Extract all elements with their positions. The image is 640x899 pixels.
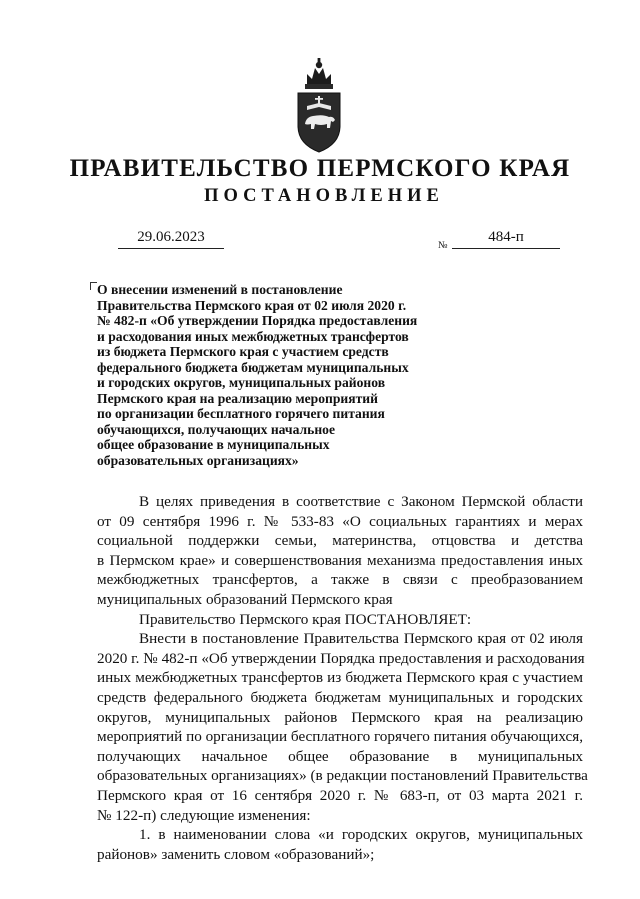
body-line: получающих начальное общее образование в муниципальных — [97, 747, 583, 765]
body-line: в Пермском крае» и совершенствования механизма предоставления иных — [97, 551, 583, 569]
subject-line: и городских округов, муниципальных районов — [97, 375, 386, 390]
subject-line: № 482-п «Об утверждении Порядка предоставления — [97, 313, 418, 328]
body-line: Пермского края от 16 сентября 2020 г. № 683-п, от 03 марта 2021 г. — [97, 786, 583, 804]
subject-line: О внесении изменений в постановление — [97, 282, 343, 297]
body-line: 1. в наименовании слова «и городских округов, муниципальных — [139, 826, 583, 844]
body-line: № 122-п) следующие изменения: — [97, 806, 311, 824]
document-number: 484-п — [452, 229, 560, 249]
body-line: 2020 г. № 482-п «Об утверждении Порядка предоставления и расходования — [97, 649, 585, 667]
document-type: ПОСТАНОВЛЕНИЕ — [204, 186, 444, 206]
body-line: В целях приведения в соответствие с Законом Пермской области — [139, 493, 583, 510]
document-date: 29.06.2023 — [118, 229, 224, 249]
body-line: муниципальных образований Пермского края — [97, 590, 393, 608]
body-line: иных межбюджетных трансфертов из бюджета Пермского края с участием — [97, 669, 583, 687]
paragraph-amendments — [97, 629, 588, 825]
coat-of-arms-icon — [293, 58, 345, 154]
body-line: районов» заменить словом «образований»; — [97, 845, 375, 863]
subject-corner-mark — [90, 282, 97, 290]
subject-line: федерального бюджета бюджетам муниципальных — [97, 359, 409, 375]
body-line: межбюджетных трансфертов, а также в связи с преобразованием — [97, 571, 583, 589]
paragraph-item-1 — [97, 825, 583, 864]
body-line: Внести в постановление Правительства Пермского края от 02 июля — [139, 630, 583, 648]
body-line: от 09 сентября 1996 г. № 533-83 «О социальных гарантиях и мерах — [97, 512, 583, 530]
government-title: ПРАВИТЕЛЬСТВО ПЕРМСКОГО КРАЯ — [69, 155, 571, 182]
number-sign: № — [438, 240, 448, 251]
subject-line: общее образование в муниципальных — [97, 437, 330, 452]
body-line: социальной поддержки семьи, материнства, отцовства и детства — [97, 532, 583, 550]
paragraph-resolves — [97, 610, 583, 630]
subject-line: и расходования иных межбюджетных трансфертов — [97, 328, 409, 344]
body-line: округов, муниципальных районов Пермского края на реализацию — [97, 708, 583, 726]
body-line: образовательных организациях» (в редакции постановлений Правительства — [97, 767, 588, 785]
body-line: средств федерального бюджета бюджетам муниципальных и городских — [97, 688, 583, 706]
subject-line: Пермского края на реализацию мероприятий — [97, 390, 378, 406]
subject-line: по организации бесплатного горячего питания — [97, 406, 385, 421]
subject-line: обучающихся, получающих начальное — [97, 421, 335, 437]
subject-line: Правительства Пермского края от 02 июля 2020 г. — [97, 297, 407, 313]
body-line: Правительство Пермского края ПОСТАНОВЛЯЕТ: — [139, 610, 472, 628]
body-line: мероприятий по организации бесплатного горячего питания обучающихся, — [97, 728, 584, 746]
document-subject — [97, 282, 477, 468]
paragraph-preamble — [97, 492, 583, 610]
subject-line: образовательных организациях» — [97, 452, 299, 468]
subject-line: из бюджета Пермского края с участием средств — [97, 344, 389, 359]
